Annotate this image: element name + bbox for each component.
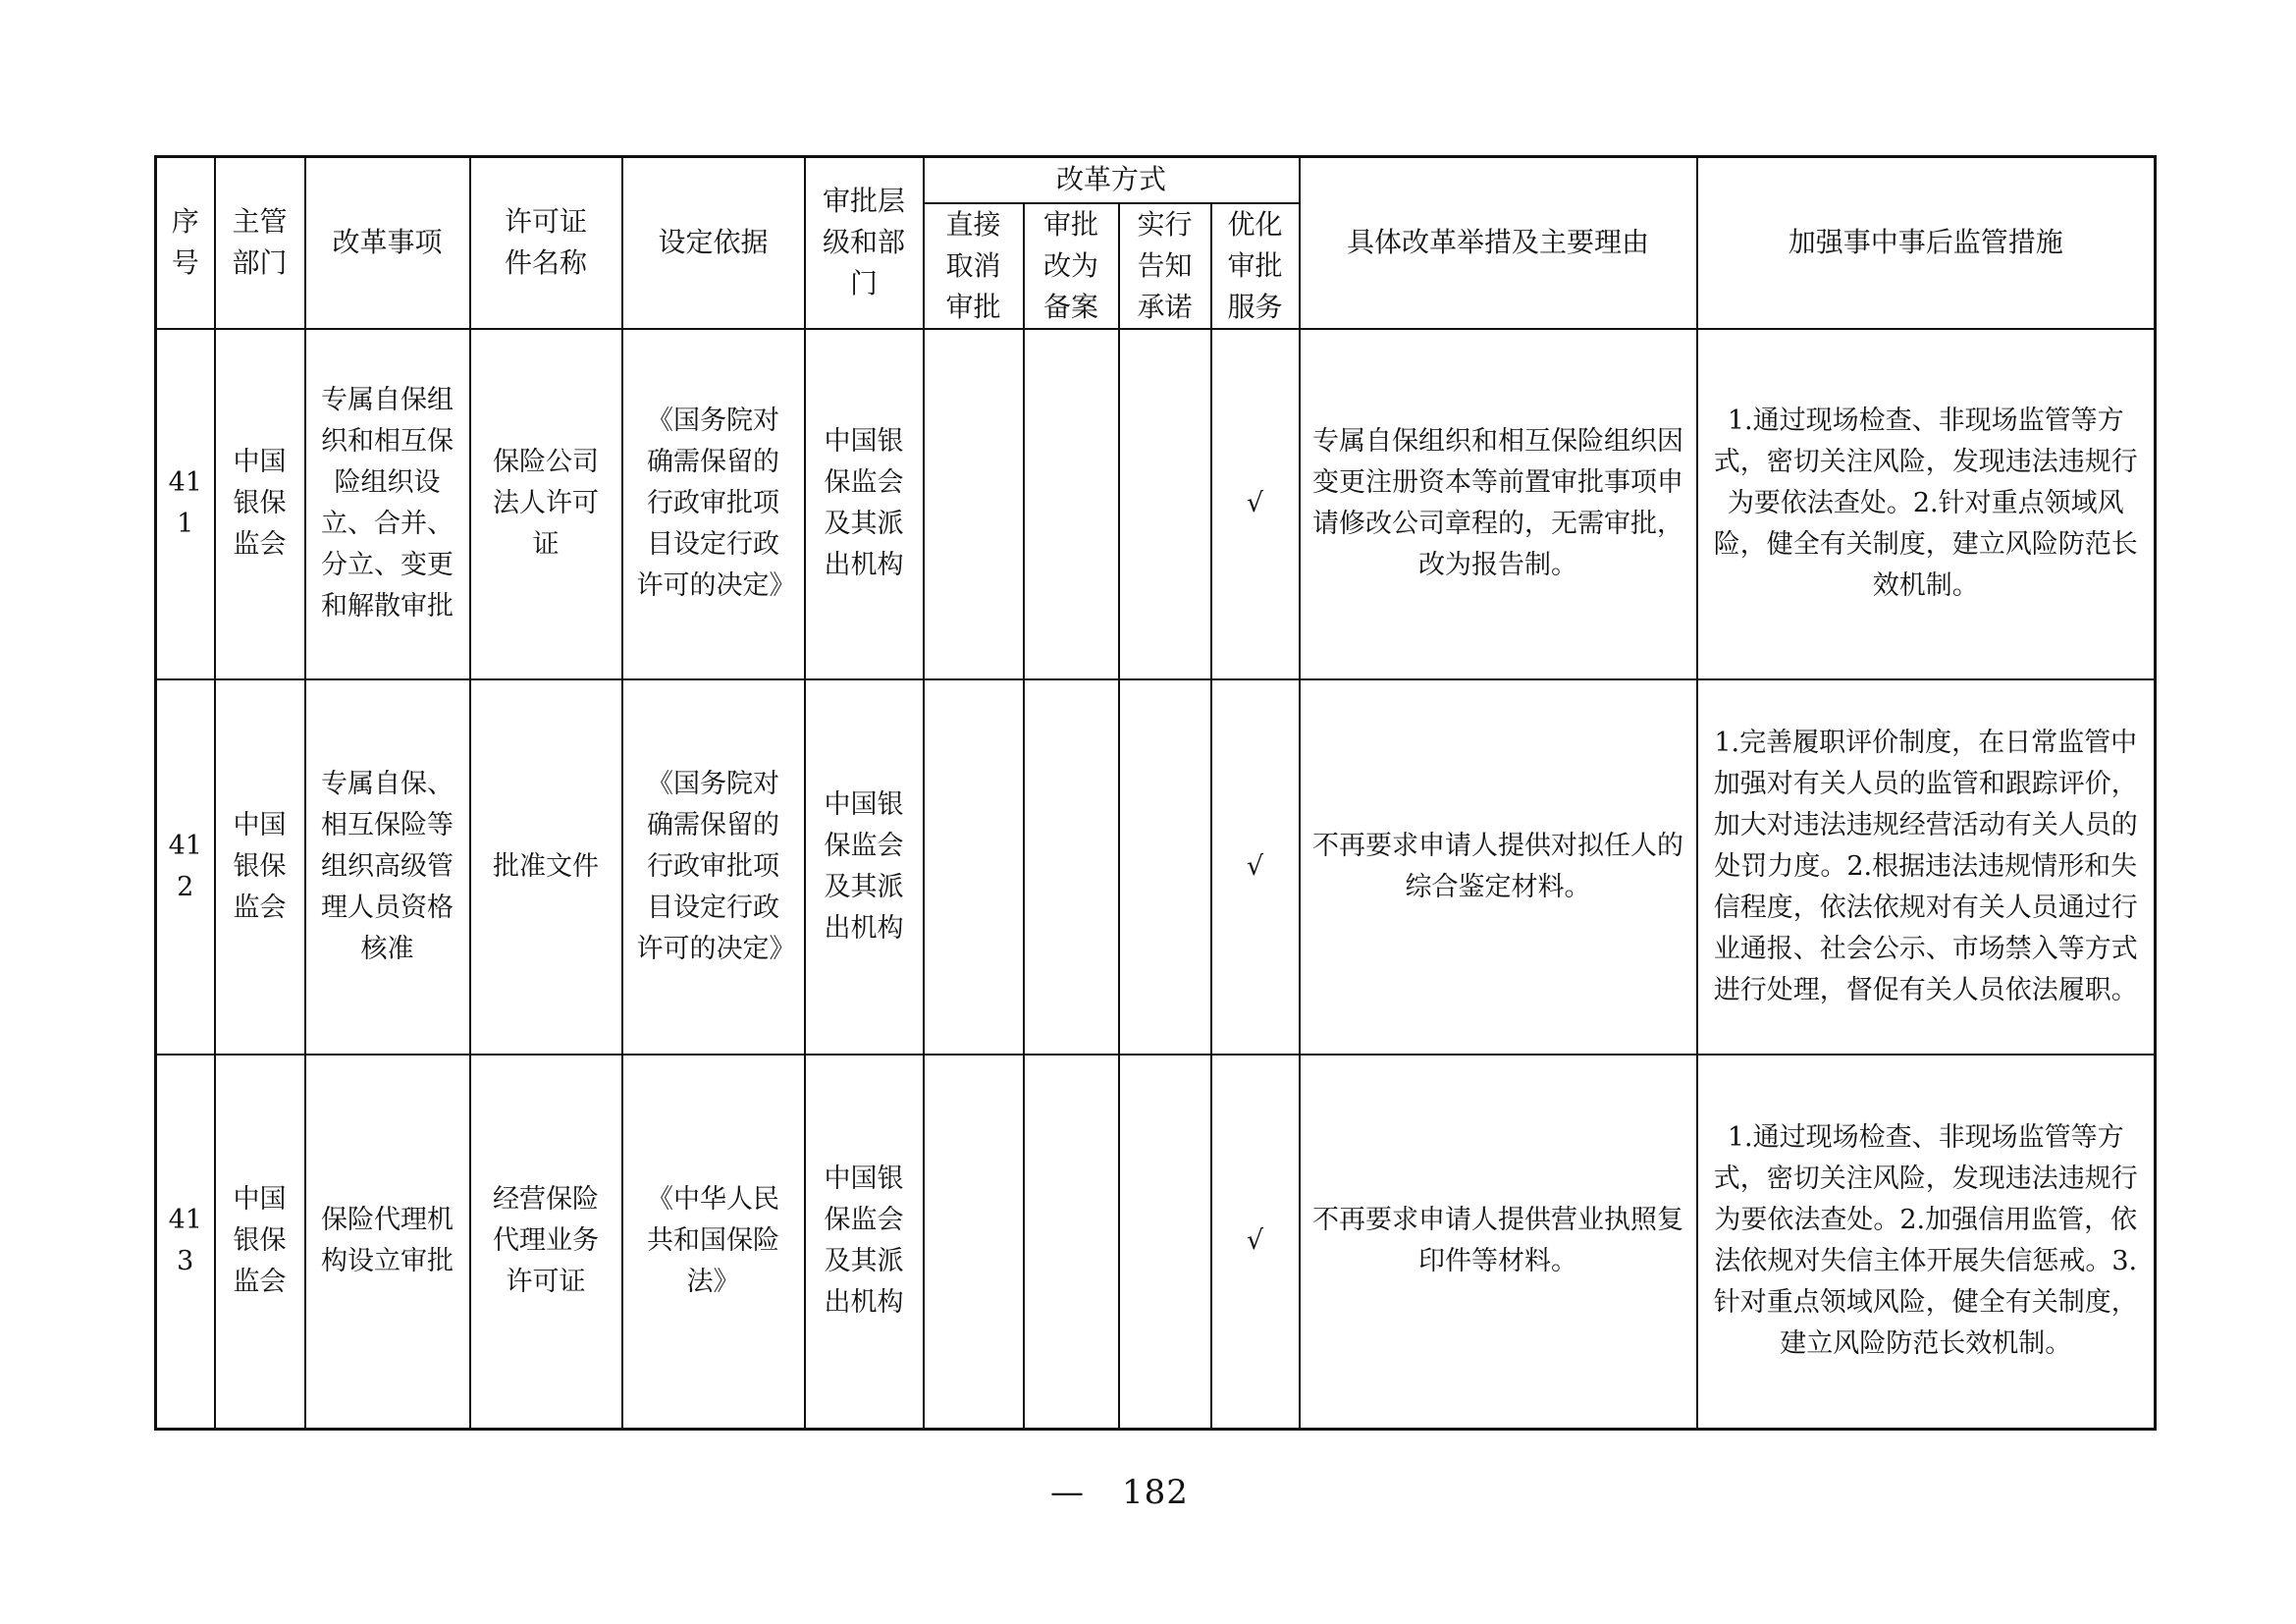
header-supervision: 加强事中事后监管措施 [1697,157,2156,329]
row-item: 专属自保、相互保险等组织高级管理人员资格核准 [305,679,470,1055]
header-row-top [156,157,2156,203]
row-level: 中国银保监会及其派出机构 [805,329,924,679]
reform-items-table [154,155,2157,1431]
row-mode-cancel [924,329,1024,679]
row-license: 批准文件 [470,679,622,1055]
row-supervision: 1.通过现场检查、非现场监管等方式，密切关注风险，发现违法违规行为要依法查处。2.加强信用监管，依法依规对失信主体开展失信惩戒。3.针对重点领域风险，健全有关制度，建立风险防范长效机制。 [1697,1055,2156,1430]
row-seq: 412 [156,679,215,1055]
header-level: 审批层级和部门 [805,157,924,329]
row-supervision: 1.完善履职评价制度，在日常监管中加强对有关人员的监管和跟踪评价，加大对违法违规经营活动有关人员的处罚力度。2.根据违法违规情形和失信程度，依法依规对有关人员通过行业通报、社会公示、市场禁入等方式进行处理，督促有关人员依法履职。 [1697,679,2156,1055]
row-dept: 中国银保监会 [215,329,305,679]
header-item: 改革事项 [305,157,470,329]
row-mode-notify [1119,679,1211,1055]
row-seq: 411 [156,329,215,679]
table-row [156,1055,2156,1430]
footer-dash: — [1050,1473,1085,1512]
row-measures: 不再要求申请人提供对拟任人的综合鉴定材料。 [1300,679,1697,1055]
page-footer [1050,1473,1189,1512]
row-license: 经营保险代理业务许可证 [470,1055,622,1430]
header-basis: 设定依据 [622,157,805,329]
header-mode-optimize: 优化审批服务 [1211,203,1300,329]
row-basis: 《国务院对确需保留的行政审批项目设定行政许可的决定》 [622,329,805,679]
header-measures: 具体改革举措及主要理由 [1300,157,1697,329]
row-basis: 《中华人民共和国保险法》 [622,1055,805,1430]
row-item: 保险代理机构设立审批 [305,1055,470,1430]
row-item: 专属自保组织和相互保险组织设立、合并、分立、变更和解散审批 [305,329,470,679]
row-measures: 专属自保组织和相互保险组织因变更注册资本等前置审批事项申请修改公司章程的，无需审批，改为报告制。 [1300,329,1697,679]
row-mode-filing [1024,1055,1119,1430]
row-license: 保险公司法人许可证 [470,329,622,679]
header-seq: 序号 [156,157,215,329]
row-dept: 中国银保监会 [215,679,305,1055]
row-mode-cancel [924,1055,1024,1430]
row-level: 中国银保监会及其派出机构 [805,679,924,1055]
row-measures: 不再要求申请人提供营业执照复印件等材料。 [1300,1055,1697,1430]
row-mode-optimize-check: √ [1211,679,1300,1055]
header-mode-group: 改革方式 [924,157,1300,203]
table-row [156,679,2156,1055]
header-dept: 主管部门 [215,157,305,329]
row-supervision: 1.通过现场检查、非现场监管等方式，密切关注风险，发现违法违规行为要依法查处。2.针对重点领域风险，健全有关制度，建立风险防范长效机制。 [1697,329,2156,679]
row-basis: 《国务院对确需保留的行政审批项目设定行政许可的决定》 [622,679,805,1055]
page-number: 182 [1122,1473,1189,1512]
row-mode-cancel [924,679,1024,1055]
row-seq: 413 [156,1055,215,1430]
row-mode-filing [1024,679,1119,1055]
row-dept: 中国银保监会 [215,1055,305,1430]
header-mode-filing: 审批改为备案 [1024,203,1119,329]
row-mode-filing [1024,329,1119,679]
row-mode-optimize-check: √ [1211,329,1300,679]
row-mode-optimize-check: √ [1211,1055,1300,1430]
header-mode-cancel: 直接取消审批 [924,203,1024,329]
table-row [156,329,2156,679]
row-level: 中国银保监会及其派出机构 [805,1055,924,1430]
row-mode-notify [1119,1055,1211,1430]
row-mode-notify [1119,329,1211,679]
header-license: 许可证件名称 [470,157,622,329]
header-mode-notify: 实行告知承诺 [1119,203,1211,329]
